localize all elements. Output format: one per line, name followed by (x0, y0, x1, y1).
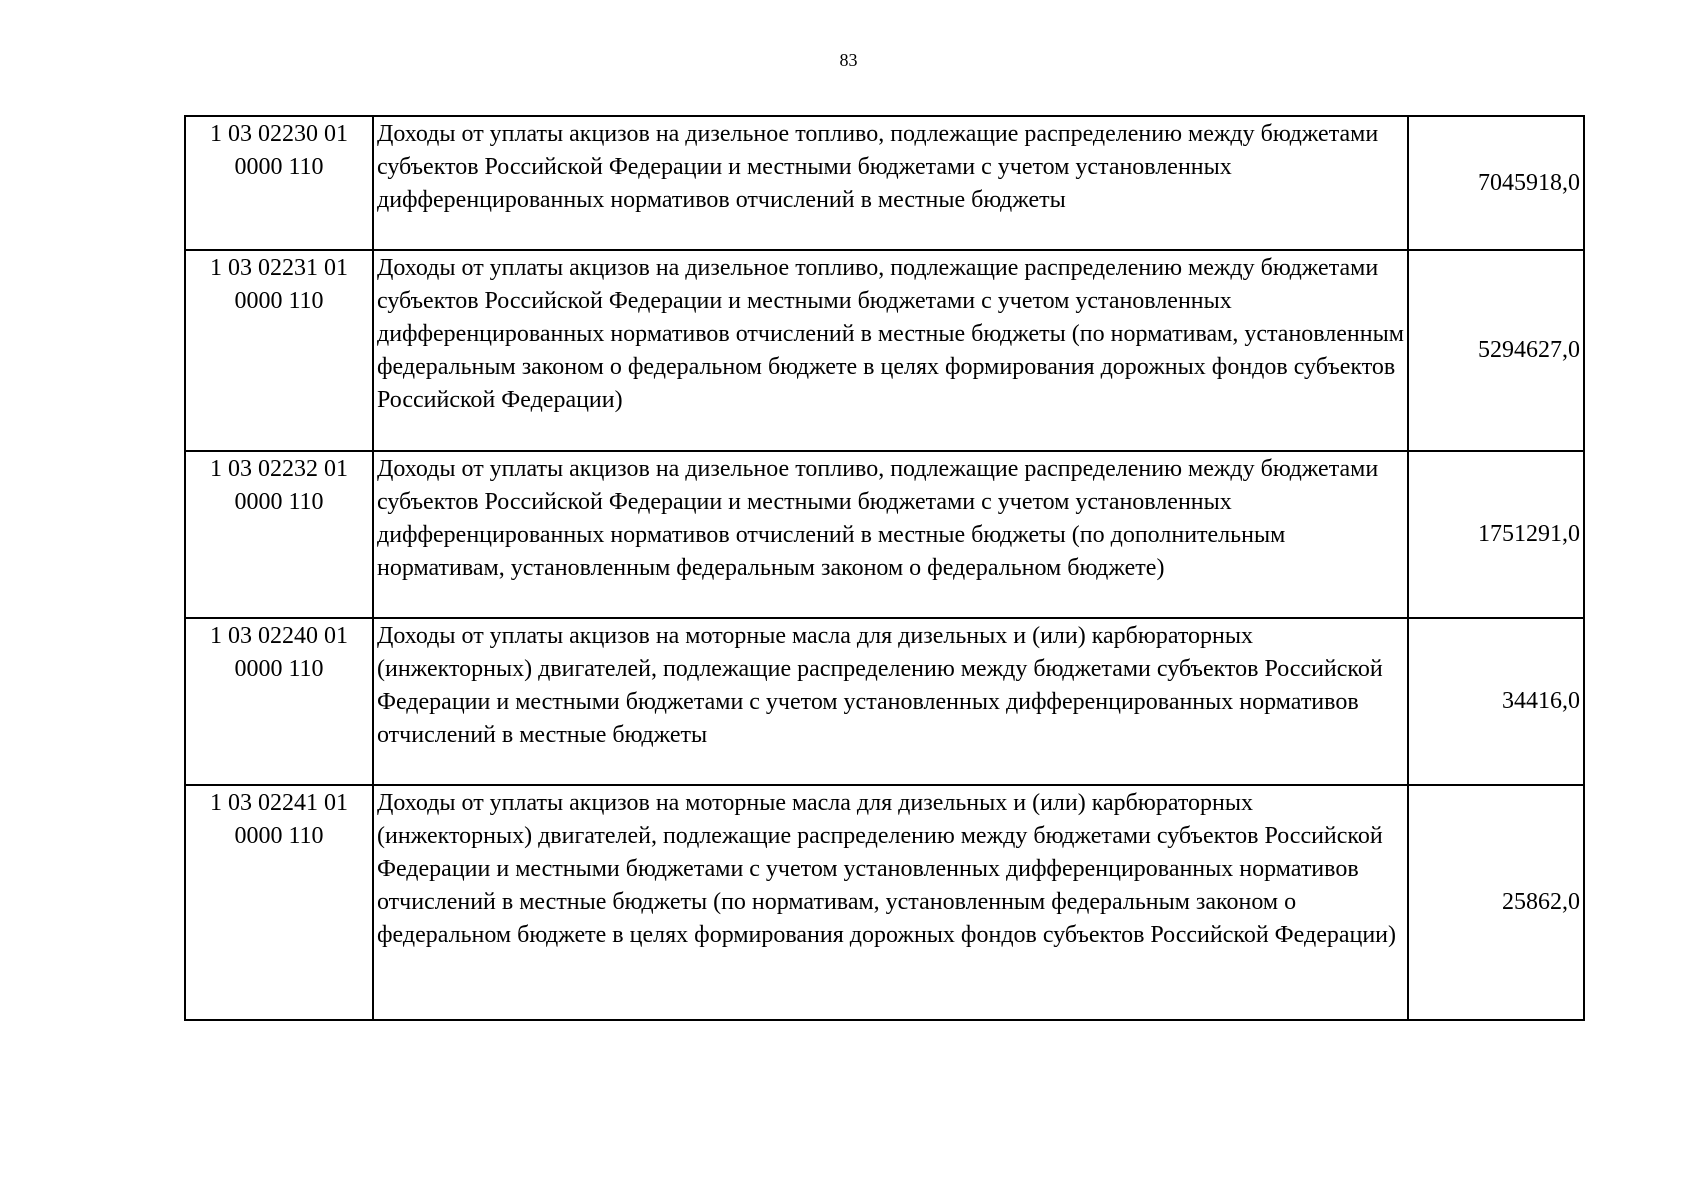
table-row (185, 451, 1584, 618)
description-cell: Доходы от уплаты акцизов на моторные масла для дизельных и (или) карбюраторных (инжекторных) двигателей, подлежащие распределению между бюджетами субъектов Российской Федерации и местными бюджетами с учетом установленных дифференцированных нормативов отчислений в местные бюджеты (по нормативам, установленным федеральным законом о федеральном бюджете в целях формирования дорожных фондов субъектов Российской Федерации) (373, 785, 1408, 1020)
table-row (185, 785, 1584, 1020)
table-row (185, 250, 1584, 451)
table-row (185, 618, 1584, 785)
revenue-table (184, 115, 1585, 1021)
budget-code-cell: 1 03 02230 01 0000 110 (185, 116, 373, 250)
amount-cell: 7045918,0 (1408, 116, 1584, 250)
page-number: 83 (839, 50, 858, 70)
budget-code-cell: 1 03 02231 01 0000 110 (185, 250, 373, 451)
budget-code-cell: 1 03 02232 01 0000 110 (185, 451, 373, 618)
description-cell: Доходы от уплаты акцизов на моторные масла для дизельных и (или) карбюраторных (инжекторных) двигателей, подлежащие распределению между бюджетами субъектов Российской Федерации и местными бюджетами с учетом установленных дифференцированных нормативов отчислений в местные бюджеты (373, 618, 1408, 785)
amount-cell: 34416,0 (1408, 618, 1584, 785)
description-cell: Доходы от уплаты акцизов на дизельное топливо, подлежащие распределению между бюджетами субъектов Российской Федерации и местными бюджетами с учетом установленных дифференцированных нормативов отчислений в местные бюджеты (по дополнительным нормативам, установленным федеральным законом о федеральном бюджете) (373, 451, 1408, 618)
description-cell: Доходы от уплаты акцизов на дизельное топливо, подлежащие распределению между бюджетами субъектов Российской Федерации и местными бюджетами с учетом установленных дифференцированных нормативов отчислений в местные бюджеты (373, 116, 1408, 250)
amount-cell: 25862,0 (1408, 785, 1584, 1020)
description-cell: Доходы от уплаты акцизов на дизельное топливо, подлежащие распределению между бюджетами субъектов Российской Федерации и местными бюджетами с учетом установленных дифференцированных нормативов отчислений в местные бюджеты (по нормативам, установленным федеральным законом о федеральном бюджете в целях формирования дорожных фондов субъектов Российской Федерации) (373, 250, 1408, 451)
budget-code-cell: 1 03 02241 01 0000 110 (185, 785, 373, 1020)
amount-cell: 5294627,0 (1408, 250, 1584, 451)
table-row (185, 116, 1584, 250)
budget-code-cell: 1 03 02240 01 0000 110 (185, 618, 373, 785)
amount-cell: 1751291,0 (1408, 451, 1584, 618)
